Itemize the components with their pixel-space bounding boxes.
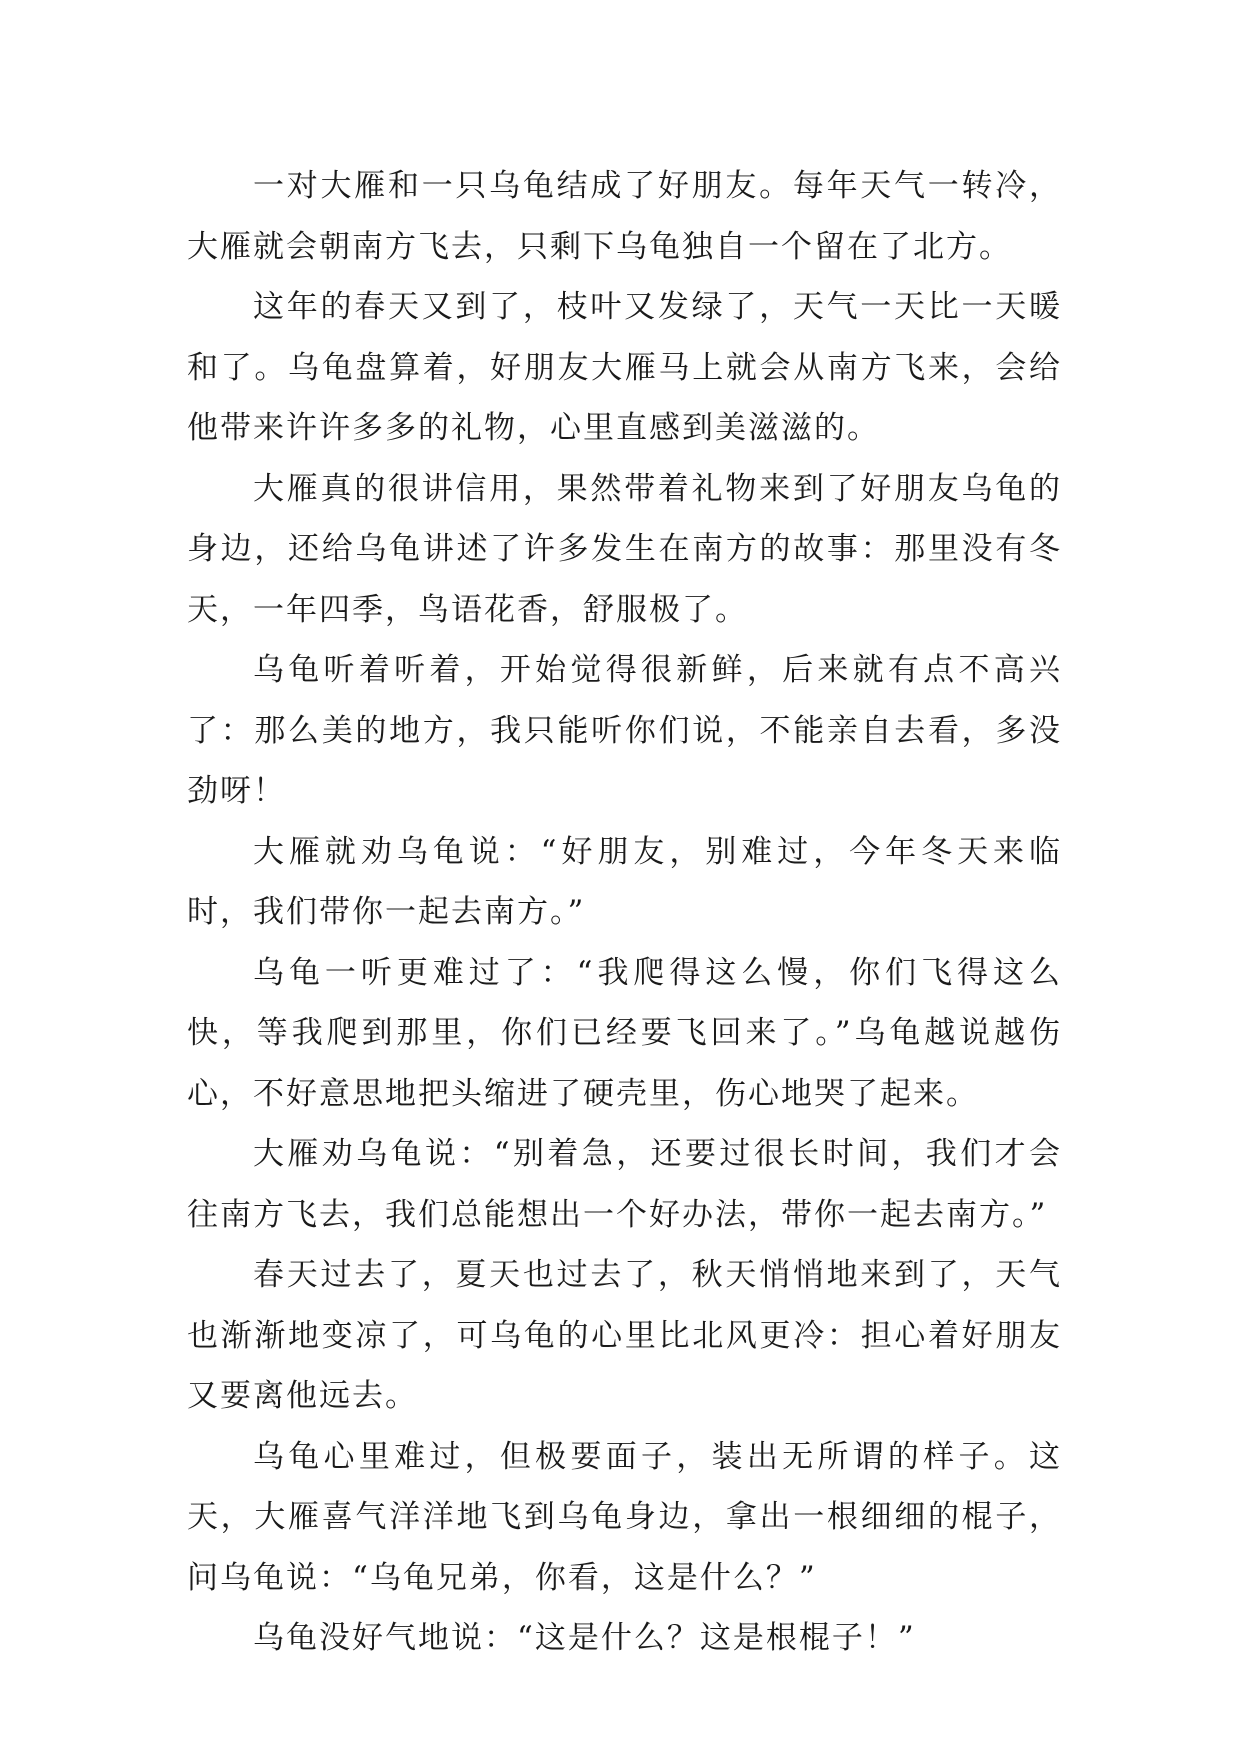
paragraph-10: 乌龟没好气地说：“这是什么？这是根棍子！” — [253, 1620, 916, 1656]
paragraph-4: 乌龟听着听着，开始觉得很新鲜，后来就有点不高兴了：那么美的地方，我只能听你们说，不能亲自去看，多没劲呀！ — [187, 652, 1062, 809]
paragraph-3: 大雁真的很讲信用，果然带着礼物来到了好朋友乌龟的身边，还给乌龟讲述了许多发生在南方的故事：那里没有冬天，一年四季，鸟语花香，舒服极了。 — [187, 470, 1062, 628]
paragraph-8: 春天过去了，夏天也过去了，秋天悄悄地来到了，天气也渐渐地变凉了，可乌龟的心里比北风更冷：担心着好朋友又要离他远去。 — [187, 1257, 1062, 1414]
paragraph-1: 一对大雁和一只乌龟结成了好朋友。每年天气一转冷，大雁就会朝南方飞去，只剩下乌龟独自一个留在了北方。 — [187, 168, 1062, 265]
paragraph-9: 乌龟心里难过，但极要面子，装出无所谓的样子。这天，大雁喜气洋洋地飞到乌龟身边，拿出一根细细的棍子，问乌龟说：“乌龟兄弟，你看，这是什么？” — [187, 1438, 1062, 1596]
paragraph-2: 这年的春天又到了，枝叶又发绿了，天气一天比一天暖和了。乌龟盘算着，好朋友大雁马上就会从南方飞来，会给他带来许许多多的礼物，心里直感到美滋滋的。 — [187, 289, 1062, 446]
paragraph-7: 大雁劝乌龟说：“别着急，还要过很长时间，我们才会往南方飞去，我们总能想出一个好办法，带你一起去南方。” — [187, 1136, 1062, 1233]
story-text — [187, 156, 1062, 1669]
paragraph-5: 大雁就劝乌龟说：“好朋友，别难过，今年冬天来临时，我们带你一起去南方。” — [187, 833, 1062, 930]
paragraph-6: 乌龟一听更难过了：“我爬得这么慢，你们飞得这么快，等我爬到那里，你们已经要飞回来了。”乌龟越说越伤心，不好意思地把头缩进了硬壳里，伤心地哭了起来。 — [187, 954, 1062, 1112]
